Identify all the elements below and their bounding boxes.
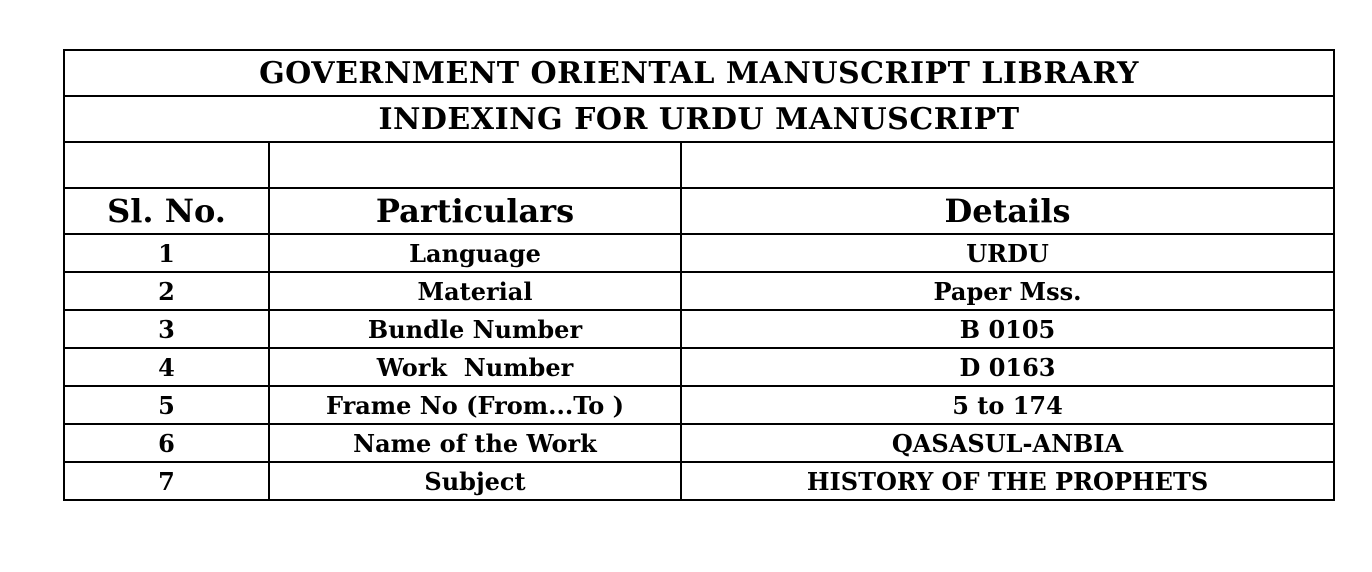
particular-cell: Work Number [269,348,681,386]
detail-cell: URDU [681,234,1334,272]
table-row [64,310,1334,348]
column-header-particulars: Particulars [269,188,681,234]
particular-cell: Language [269,234,681,272]
column-header-sl-no: Sl. No. [64,188,269,234]
detail-cell: HISTORY OF THE PROPHETS [681,462,1334,500]
indexing-subtitle: INDEXING FOR URDU MANUSCRIPT [64,96,1334,142]
library-title: GOVERNMENT ORIENTAL MANUSCRIPT LIBRARY [64,50,1334,96]
manuscript-index-table [63,49,1335,501]
sl-no-cell: 7 [64,462,269,500]
sl-no-cell: 3 [64,310,269,348]
table-row [64,234,1334,272]
title-row-2 [64,96,1334,142]
detail-cell: Paper Mss. [681,272,1334,310]
blank-row [64,142,1334,188]
particular-cell: Bundle Number [269,310,681,348]
column-header-row [64,188,1334,234]
detail-cell: QASASUL-ANBIA [681,424,1334,462]
blank-cell-sl-no [64,142,269,188]
table-row [64,272,1334,310]
sl-no-cell: 6 [64,424,269,462]
particular-cell: Material [269,272,681,310]
blank-cell-particulars [269,142,681,188]
particular-cell: Subject [269,462,681,500]
table-row [64,348,1334,386]
table-row [64,386,1334,424]
sl-no-cell: 2 [64,272,269,310]
title-row-1 [64,50,1334,96]
column-header-details: Details [681,188,1334,234]
sl-no-cell: 4 [64,348,269,386]
particular-cell: Name of the Work [269,424,681,462]
sl-no-cell: 5 [64,386,269,424]
detail-cell: 5 to 174 [681,386,1334,424]
detail-cell: B 0105 [681,310,1334,348]
blank-cell-details [681,142,1334,188]
table-row [64,424,1334,462]
table-row [64,462,1334,500]
particular-cell: Frame No (From...To ) [269,386,681,424]
detail-cell: D 0163 [681,348,1334,386]
sl-no-cell: 1 [64,234,269,272]
